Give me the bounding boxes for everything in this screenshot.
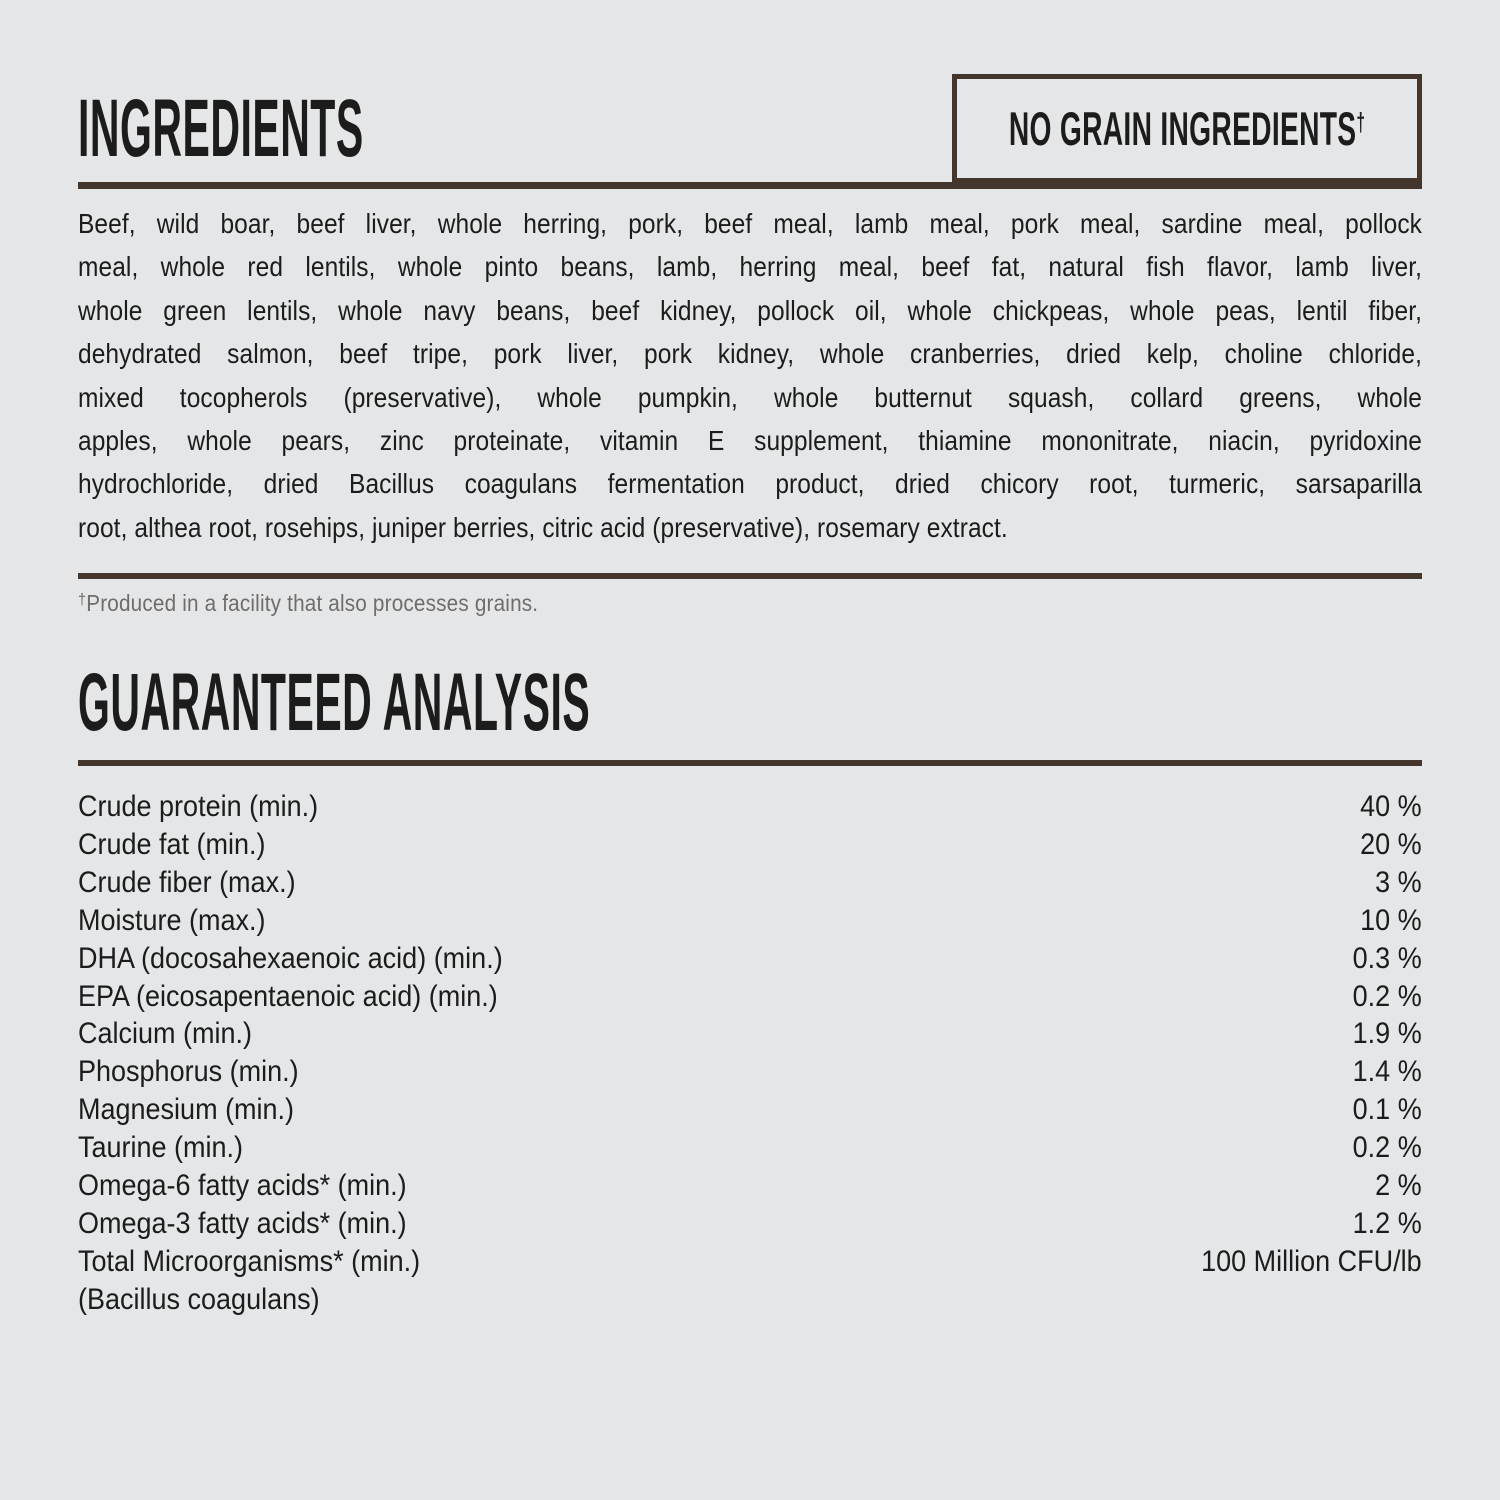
nutrient-value: 1.2 % bbox=[1352, 1206, 1422, 1240]
ingredients-line: mixed tocopherols (preservative), whole pumpkin, whole butternut squash, collard greens, whole bbox=[78, 381, 1422, 413]
table-row bbox=[78, 940, 1422, 978]
table-row bbox=[78, 1015, 1422, 1053]
nutrient-value: 0.1 % bbox=[1352, 1093, 1422, 1127]
divider-rule-top bbox=[78, 182, 1422, 189]
nutrient-label: Total Microorganisms* (min.) bbox=[78, 1244, 421, 1278]
nutrient-value: 2 % bbox=[1375, 1169, 1422, 1203]
table-row bbox=[78, 864, 1422, 902]
table-row bbox=[78, 978, 1422, 1016]
nutrient-label: DHA (docosahexaenoic acid) (min.) bbox=[78, 941, 503, 975]
table-row bbox=[78, 1053, 1422, 1091]
nutrient-label: Crude protein (min.) bbox=[78, 790, 319, 823]
nutrient-value: 3 % bbox=[1375, 865, 1422, 899]
ingredients-line: hydrochloride, dried Bacillus coagulans fermentation product, dried chicory root, turmeric, sarsaparilla bbox=[78, 468, 1422, 500]
no-grain-badge-label: NO GRAIN INGREDIENTS bbox=[1008, 102, 1357, 155]
ingredients-line: root, althea root, rosehips, juniper berries, citric acid (preservative), rosemary extract. bbox=[78, 511, 1008, 543]
divider-rule-middle bbox=[78, 573, 1422, 579]
table-row bbox=[78, 1167, 1422, 1205]
nutrient-value: 10 % bbox=[1360, 903, 1422, 937]
ingredients-line: dehydrated salmon, beef tripe, pork liver, pork kidney, whole cranberries, dried kelp, choline chloride, bbox=[78, 338, 1422, 370]
nutrient-value: 20 % bbox=[1360, 827, 1422, 861]
dagger-marker: † bbox=[78, 590, 87, 609]
ingredients-heading: INGREDIENTS bbox=[78, 83, 364, 174]
nutrient-label: Omega-3 fatty acids* (min.) bbox=[78, 1206, 407, 1240]
nutrient-value: 40 % bbox=[1360, 790, 1422, 823]
nutrient-label: Crude fat (min.) bbox=[78, 827, 266, 861]
footnote-text: Produced in a facility that also processes grains. bbox=[86, 590, 539, 616]
guaranteed-analysis-table bbox=[78, 788, 1422, 1319]
ingredients-line: apples, whole pears, zinc proteinate, vitamin E supplement, thiamine mononitrate, niacin, pyridoxine bbox=[78, 425, 1422, 457]
nutrient-label: EPA (eicosapentaenoic acid) (min.) bbox=[78, 979, 498, 1013]
ingredients-line: whole green lentils, whole navy beans, beef kidney, pollock oil, whole chickpeas, whole peas, lentil fiber, bbox=[78, 294, 1422, 326]
nutrient-value: 100 Million CFU/lb bbox=[1201, 1244, 1422, 1278]
divider-rule-bottom bbox=[78, 760, 1422, 766]
table-row bbox=[78, 826, 1422, 864]
guaranteed-analysis-heading: GUARANTEED ANALYSIS bbox=[78, 657, 591, 748]
grain-facility-footnote bbox=[78, 590, 1422, 617]
ingredients-line: meal, whole red lentils, whole pinto beans, lamb, herring meal, beef fat, natural fish flavor, lamb liver, bbox=[78, 251, 1422, 283]
nutrient-value: 0.3 % bbox=[1352, 941, 1422, 975]
nutrient-label: Calcium (min.) bbox=[78, 1017, 253, 1051]
table-row bbox=[78, 1129, 1422, 1167]
nutrient-label: Taurine (min.) bbox=[78, 1131, 244, 1165]
nutrient-label: Moisture (max.) bbox=[78, 903, 266, 937]
nutrient-value: 0.2 % bbox=[1352, 1131, 1422, 1165]
nutrient-label: Crude fiber (max.) bbox=[78, 865, 296, 899]
nutrient-value: 1.9 % bbox=[1352, 1017, 1422, 1051]
table-row bbox=[78, 1243, 1422, 1281]
nutrient-label: Magnesium (min.) bbox=[78, 1093, 295, 1127]
nutrient-label: (Bacillus coagulans) bbox=[78, 1282, 320, 1316]
nutrient-value: 0.2 % bbox=[1352, 979, 1422, 1013]
table-row bbox=[78, 1205, 1422, 1243]
table-row bbox=[78, 902, 1422, 940]
ingredients-text bbox=[78, 202, 1422, 549]
no-grain-badge-text bbox=[1009, 101, 1365, 156]
nutrient-label: Omega-6 fatty acids* (min.) bbox=[78, 1169, 407, 1203]
ingredients-line: Beef, wild boar, beef liver, whole herring, pork, beef meal, lamb meal, pork meal, sardine meal, pollock bbox=[78, 208, 1422, 239]
table-row bbox=[78, 1091, 1422, 1129]
nutrient-label: Phosphorus (min.) bbox=[78, 1055, 299, 1089]
dagger-marker: † bbox=[1356, 108, 1366, 137]
table-row bbox=[78, 1281, 1422, 1319]
table-row bbox=[78, 788, 1422, 826]
no-grain-badge bbox=[952, 74, 1422, 183]
nutrient-value: 1.4 % bbox=[1352, 1055, 1422, 1089]
